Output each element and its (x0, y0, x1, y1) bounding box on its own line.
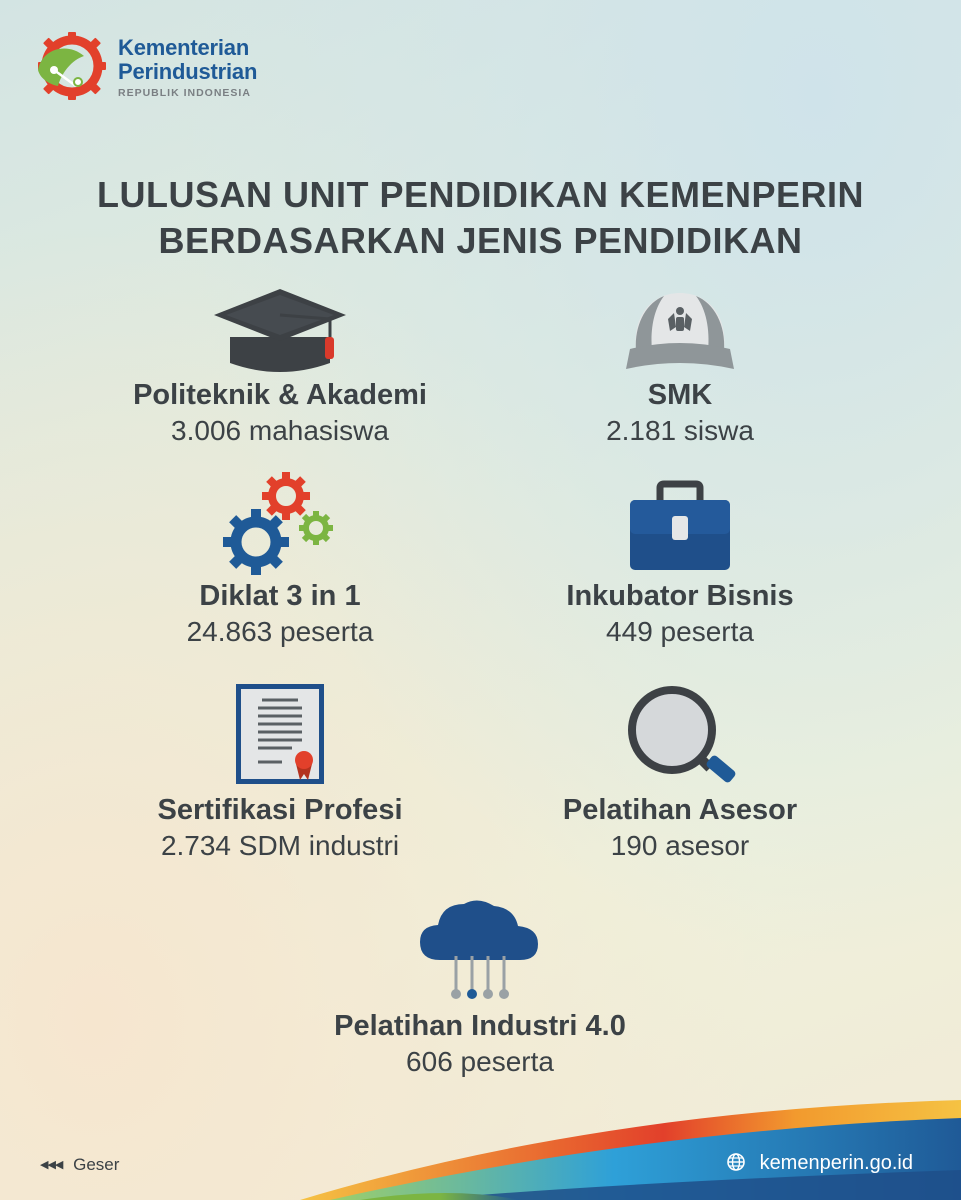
stat-smk (480, 285, 880, 449)
stat-count: 24.863 peserta (186, 616, 374, 647)
globe-icon (726, 1152, 746, 1172)
cap-icon (610, 285, 750, 375)
page-title-line2: BERDASARKAN JENIS PENDIDIKAN (158, 220, 803, 261)
stat-label: Pelatihan Industri 4.0 (334, 1010, 626, 1042)
stat-sertifikasi-profesi (80, 680, 480, 864)
page-title-line1: LULUSAN UNIT PENDIDIKAN KEMENPERIN (96, 174, 865, 215)
stat-count: 2.181 siswa (606, 415, 754, 446)
cloud-network-icon (410, 890, 550, 1006)
swipe-hint[interactable] (40, 1155, 119, 1175)
stat-inkubator-bisnis (480, 470, 880, 650)
stat-count: 449 peserta (606, 616, 754, 647)
ministry-emblem-icon (32, 30, 112, 102)
stat-count: 3.006 mahasiswa (171, 415, 389, 446)
stat-label: Sertifikasi Profesi (157, 794, 403, 826)
stat-pelatihan-asesor (480, 680, 880, 864)
triple-left-arrow-icon: ◀◀◀ (40, 1159, 63, 1171)
stat-label: Politeknik & Akademi (133, 379, 427, 411)
stat-label: Diklat 3 in 1 (199, 580, 361, 612)
stat-count: 190 asesor (610, 830, 750, 861)
website-label: kemenperin.go.id (759, 1152, 913, 1174)
website-link[interactable] (726, 1152, 913, 1175)
swipe-hint-label: Geser (73, 1155, 120, 1174)
graduation-cap-icon (210, 285, 350, 375)
stat-pelatihan-industri-4-0 (280, 890, 680, 1080)
ministry-logo (32, 30, 272, 102)
stat-count: 2.734 SDM industri (160, 830, 400, 861)
footer-swoosh (0, 1090, 961, 1200)
stat-politeknik-akademi (80, 285, 480, 449)
stat-label: Inkubator Bisnis (566, 580, 794, 612)
stat-diklat-3-in-1 (80, 470, 480, 650)
gears-icon (210, 470, 350, 576)
certificate-icon (210, 680, 350, 790)
brand-subtitle: REPUBLIK INDONESIA (118, 87, 251, 99)
stat-count: 606 peserta (406, 1046, 554, 1077)
magnifier-icon (610, 680, 750, 790)
stat-label: SMK (647, 379, 713, 411)
briefcase-icon (610, 470, 750, 576)
brand-name-line2: Perindustrian (118, 59, 258, 84)
brand-name-line1: Kementerian (118, 35, 250, 60)
stat-label: Pelatihan Asesor (562, 794, 798, 826)
page-title (0, 172, 961, 264)
